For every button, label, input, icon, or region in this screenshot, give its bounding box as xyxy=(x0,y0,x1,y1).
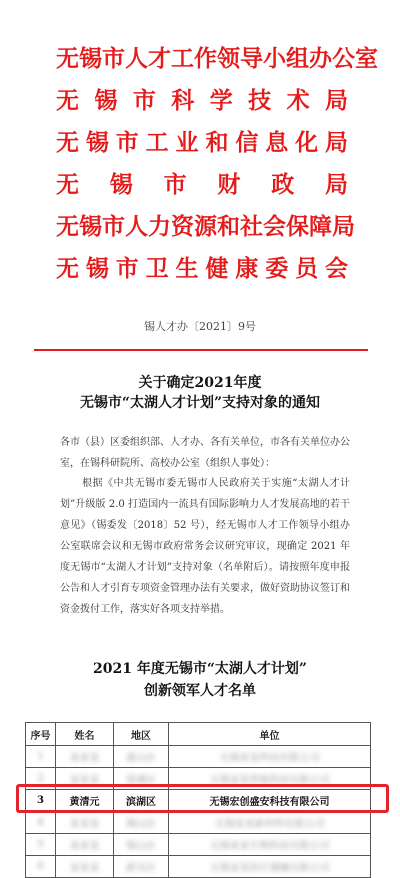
highlight-box xyxy=(16,784,389,813)
table-row xyxy=(26,812,371,834)
cell-district: 锡山区 xyxy=(114,812,169,834)
list-title-line2: 创新领军人才名单 xyxy=(144,683,256,699)
notice-title-line2: 无锡市“太湖人才计划”支持对象的通知 xyxy=(79,395,321,411)
cell-name: 黄清元 xyxy=(56,790,114,812)
cell-name: 某某某 xyxy=(56,856,114,878)
cell-name: 某某某 xyxy=(56,812,114,834)
table-row xyxy=(26,746,371,768)
header-index: 序号 xyxy=(26,723,56,746)
cell-company: 无锡某某生物科技有限公司 xyxy=(169,834,371,856)
red-divider xyxy=(34,349,368,351)
notice-title-line1: 关于确定2021年度 xyxy=(138,375,262,391)
cell-district: 惠山区 xyxy=(114,746,169,768)
header-district: 地区 xyxy=(114,723,169,746)
cell-company: 无锡宏创盛安科技有限公司 xyxy=(169,790,371,812)
cell-index: 4 xyxy=(26,812,56,834)
table-header-row xyxy=(26,723,371,746)
cell-district: 梁溪区 xyxy=(114,768,169,790)
cell-index: 3 xyxy=(26,790,56,812)
cell-index: 6 xyxy=(26,856,56,878)
issuer-line: 无锡市工业和信息化局 xyxy=(56,129,348,156)
issuer-line: 无锡市人才工作领导小组办公室 xyxy=(56,45,378,72)
cell-district: 滨湖区 xyxy=(114,790,169,812)
cell-name: 某某某 xyxy=(56,834,114,856)
cell-district: 新吴区 xyxy=(114,856,169,878)
header-name: 姓名 xyxy=(56,723,114,746)
issuer-line: 无锡市财政局 xyxy=(56,171,348,198)
cell-company: 无锡某某医疗器械有限公司 xyxy=(169,856,371,878)
table-row xyxy=(26,856,371,878)
cell-name: 某某某 xyxy=(56,768,114,790)
issuing-authorities xyxy=(56,38,378,290)
cell-index: 2 xyxy=(26,768,56,790)
cell-company: 无锡某某科技有限公司 xyxy=(169,746,371,768)
cell-company: 无锡某某新材料有限公司 xyxy=(169,812,371,834)
header-company: 单位 xyxy=(169,723,371,746)
body-paragraph: 根据《中共无锡市委无锡市人民政府关于实施“太湖人才计划”升级版 2.0 打造国内一流具有国际影响力人才发展高地的若干意见》（锡委发〔2018〕52 号），经无锡市人才工作领导小组办公室联席会议和无锡市政府常务会议研究审议，现确定 2021 年度无锡市“太湖人才计划”支持对象（名单附后）。请按照年度申报公告和人才引育专项资金管理办法有关要求，做好资助协议签订和资金拨付工作，落实好各项支持举措。 xyxy=(60,478,350,615)
cell-index: 1 xyxy=(26,746,56,768)
addressee-paragraph: 各市（县）区委组织部、人才办、各有关单位，市各有关单位办公室，在锡科研院所、高校办公室（组织人事处）： xyxy=(60,437,350,469)
document-number: 锡人才办〔2021〕9号 xyxy=(144,320,256,333)
cell-district: 锡山区 xyxy=(114,834,169,856)
cell-company: 无锡某某智能科技有限公司 xyxy=(169,768,371,790)
cell-name: 某某某 xyxy=(56,746,114,768)
issuer-line: 无锡市科学技术局 xyxy=(56,87,348,114)
table-row xyxy=(26,834,371,856)
cell-index: 5 xyxy=(26,834,56,856)
issuer-line: 无锡市卫生健康委员会 xyxy=(56,255,348,282)
list-title-line1: 2021 年度无锡市“太湖人才计划” xyxy=(93,661,307,677)
issuer-line: 无锡市人力资源和社会保障局 xyxy=(56,213,355,240)
